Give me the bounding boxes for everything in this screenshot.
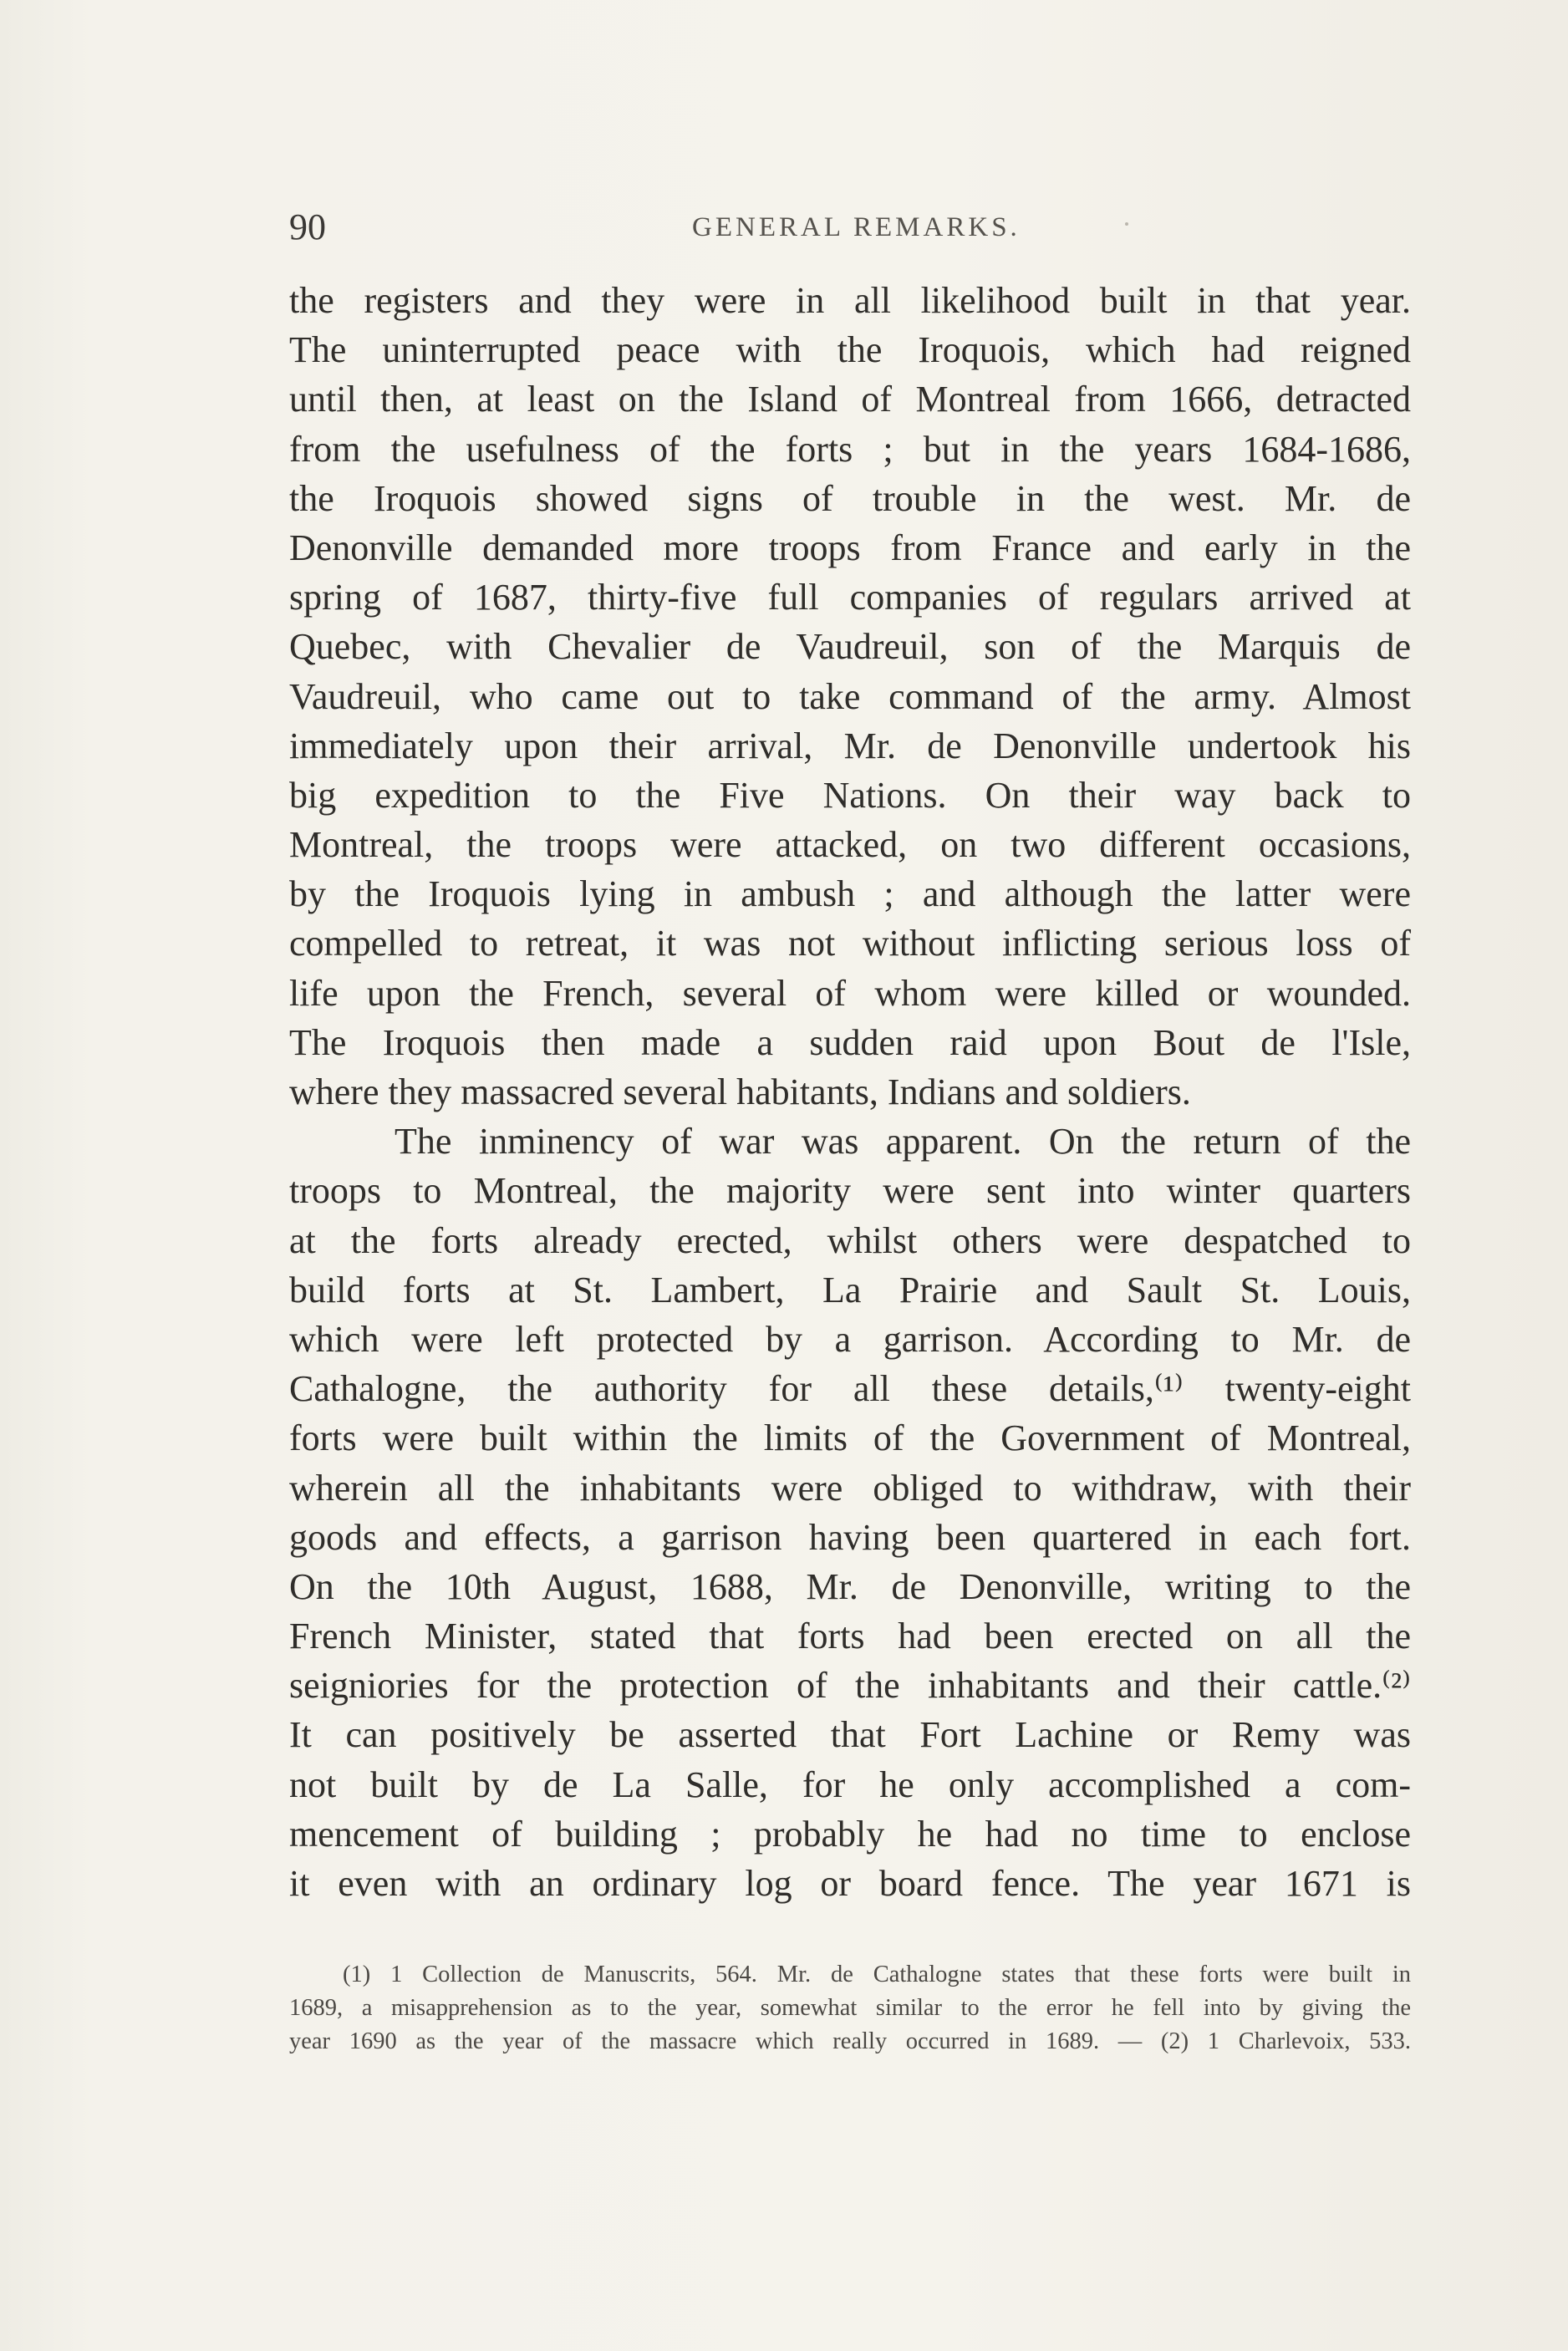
text-line: until then, at least on the Island of Montreal from 1666, detracted — [289, 379, 1411, 420]
text-line: where they massacred several habitants, Indians and soldiers. — [289, 1071, 1191, 1112]
text-line: wherein all the inhabitants were obliged to withdraw, with their — [289, 1467, 1411, 1509]
text-line: goods and effects, a garrison having been quartered in each fort. — [289, 1516, 1411, 1558]
text-line: Vaudreuil, who came out to take command of the army. Almost — [289, 675, 1411, 717]
text-line: by the Iroquois lying in ambush ; and although the latter were — [289, 873, 1411, 915]
stray-mark — [1125, 222, 1128, 226]
paragraph-start-line: The inminency of war was apparent. On the return of the — [395, 1121, 1411, 1163]
text-line: Denonville demanded more troops from France and early in the — [289, 527, 1411, 568]
text-line: compelled to retreat, it was not without inflicting serious loss of — [289, 923, 1411, 964]
text-line: spring of 1687, thirty-five full companies of regulars arrived at — [289, 577, 1411, 618]
text-line: build forts at St. Lambert, La Prairie and Sault St. Louis, — [289, 1269, 1411, 1310]
text-line: Quebec, with Chevalier de Vaudreuil, son of the Marquis de — [289, 626, 1411, 668]
text-line: which were left protected by a garrison. According to Mr. de — [289, 1318, 1411, 1360]
text-line: forts were built within the limits of the Government of Montreal, — [289, 1417, 1411, 1459]
text-line: from the usefulness of the forts ; but in the years 1684-1686, — [289, 428, 1411, 470]
footnote-line: year 1690 as the year of the massacre which really occurred in 1689. — (2) 1 Charlevoix, 533. — [289, 2028, 1411, 2054]
text-line: The Iroquois then made a sudden raid upon Bout de l'Isle, — [289, 1021, 1411, 1063]
footnote-line: (1) 1 Collection de Manuscrits, 564. Mr. de Cathalogne states that these forts were built in — [343, 1962, 1411, 1987]
text-line: at the forts already erected, whilst others were despatched to — [289, 1219, 1411, 1261]
text-line: the Iroquois showed signs of trouble in the west. Mr. de — [289, 477, 1411, 519]
text-line: On the 10th August, 1688, Mr. de Denonville, writing to the — [289, 1565, 1411, 1607]
text-line: life upon the French, several of whom were killed or wounded. — [289, 972, 1411, 1014]
text-line: It can positively be asserted that Fort Lachine or Remy was — [289, 1714, 1411, 1756]
footnotes — [289, 1958, 1411, 2058]
text-line: Montreal, the troops were attacked, on two different occasions, — [289, 824, 1411, 866]
text-line: The uninterrupted peace with the Iroquois, which had reigned — [289, 329, 1411, 371]
footnote-line: 1689, a misapprehension as to the year, somewhat similar to the error he fell into by giving the — [289, 1995, 1411, 2021]
running-head: GENERAL REMARKS. — [692, 212, 1021, 242]
body-text — [289, 276, 1411, 1908]
text-line: mencement of building ; probably he had no time to enclose — [289, 1813, 1411, 1855]
text-line: the registers and they were in all likelihood built in that year. — [289, 280, 1411, 321]
text-line: big expedition to the Five Nations. On their way back to — [289, 774, 1411, 816]
text-line: not built by de La Salle, for he only accomplished a com- — [289, 1763, 1411, 1805]
text-line: French Minister, stated that forts had been erected on all the — [289, 1616, 1411, 1657]
text-line: it even with an ordinary log or board fence. The year 1671 is — [289, 1863, 1411, 1904]
text-line: immediately upon their arrival, Mr. de Denonville undertook his — [289, 725, 1411, 766]
text-line: seigniories for the protection of the inhabitants and their cattle.⁽²⁾ — [289, 1665, 1411, 1707]
text-line: Cathalogne, the authority for all these details,⁽¹⁾ twenty-eight — [289, 1368, 1411, 1410]
page-number: 90 — [289, 206, 326, 247]
text-line: troops to Montreal, the majority were sent into winter quarters — [289, 1170, 1411, 1212]
